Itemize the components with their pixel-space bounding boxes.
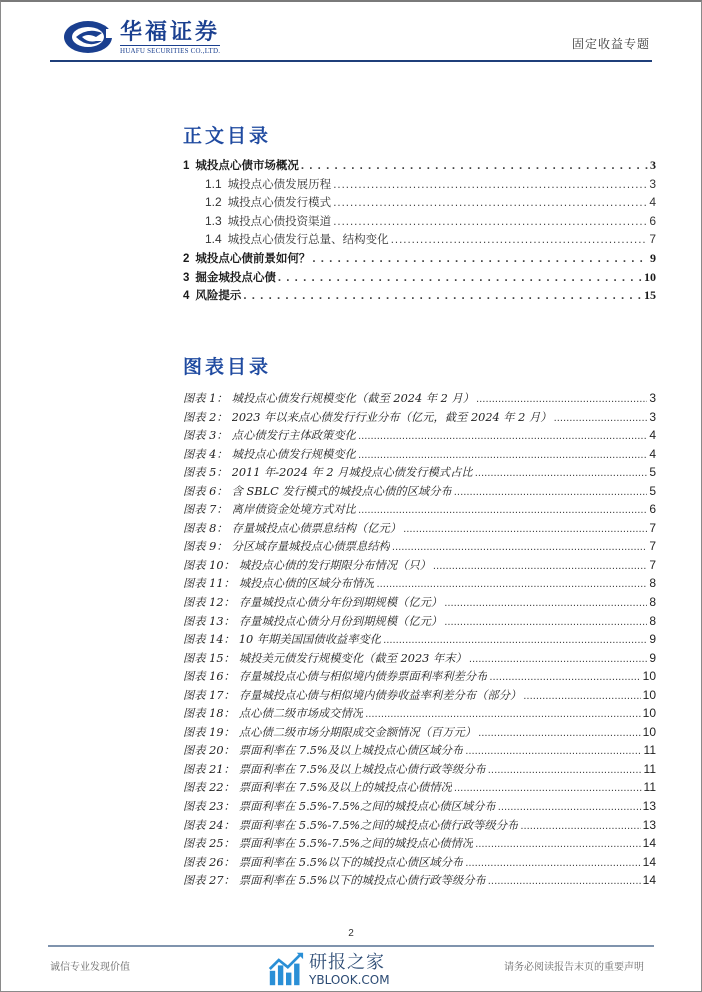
- toc-leader-dots: [391, 231, 648, 249]
- toc-entry-page: 7: [649, 232, 656, 247]
- figure-entry-number: 图表 12：: [183, 596, 235, 610]
- figure-entry-label: 票面利率在 7.5%及以上城投点心债行政等级分布: [238, 762, 486, 776]
- figure-entry-label: 城投点心债发行规模变化: [231, 447, 356, 461]
- figure-entry-number: 图表 27：: [183, 874, 235, 888]
- figure-leader-dots: [444, 613, 647, 631]
- figure-entry-label: 存量城投点心债与相似境内债券收益率利差分布（部分）: [238, 688, 522, 702]
- company-name-cn: 华福证券: [120, 18, 221, 45]
- toc-title: 正文目录: [183, 125, 272, 147]
- toc-entry[interactable]: [183, 230, 656, 249]
- figure-entry-page: 7: [649, 539, 656, 554]
- toc-entry-label: 城投点心债发行总量、结构变化: [227, 232, 389, 247]
- figure-leader-dots: [488, 761, 642, 779]
- figure-entry-number: 图表 24：: [183, 818, 235, 832]
- figure-entry-label: 城投美元债发行规模变化（截至 2023 年末）: [238, 651, 467, 665]
- figure-leader-dots: [469, 650, 647, 668]
- figure-entry-label: 票面利率在 7.5%及以上的城投点心债情况: [238, 781, 452, 795]
- figure-leader-dots: [358, 446, 647, 464]
- figure-entry-page: 8: [649, 576, 656, 591]
- huafu-logo-icon: [62, 19, 114, 55]
- figure-entry-number: 图表 6：: [183, 484, 228, 498]
- figure-entry[interactable]: [183, 500, 656, 519]
- figure-leader-dots: [358, 501, 647, 519]
- figure-entry-number: 图表 8：: [183, 521, 228, 535]
- figure-entry-label: 分区域存量城投点心债票息结构: [231, 540, 390, 554]
- figure-entry-page: 4: [649, 446, 656, 461]
- figure-leader-dots: [488, 872, 641, 890]
- figure-entry[interactable]: [183, 556, 656, 575]
- figure-entry[interactable]: [183, 612, 656, 631]
- figure-entry-page: 3: [649, 409, 656, 424]
- toc-entry-page: 6: [649, 213, 656, 228]
- figure-entry-number: 图表 19：: [183, 725, 235, 739]
- figure-entry-page: 3: [649, 391, 656, 405]
- figure-leader-dots: [465, 742, 641, 760]
- figure-entry[interactable]: [183, 649, 656, 668]
- figure-entry-page: 10: [642, 706, 656, 721]
- figure-entry-page: 6: [649, 502, 656, 517]
- toc-entry-label: 掘金城投点心债: [195, 269, 276, 284]
- figure-entry-number: 图表 13：: [183, 614, 235, 628]
- toc-entry-page: 3: [649, 176, 656, 191]
- figure-entry[interactable]: [183, 537, 656, 556]
- figure-entry[interactable]: [183, 704, 656, 723]
- figure-entry-number: 图表 7：: [183, 503, 228, 517]
- toc-leader-dots: [278, 269, 642, 287]
- toc-entry-number: 1.2: [205, 195, 222, 210]
- figure-entry[interactable]: [183, 667, 656, 686]
- figure-entry-label: 点心债发行主体政策变化: [231, 429, 356, 443]
- toc-entry-number: 1: [183, 160, 190, 172]
- toc-entry[interactable]: [183, 268, 656, 287]
- figure-entry-label: 票面利率在 5.5%-7.5%之间的城投点心债区域分布: [238, 800, 496, 814]
- toc-leader-dots: [333, 176, 647, 194]
- figure-entry-page: 8: [649, 613, 656, 628]
- watermark-cn: 研报之家: [309, 951, 385, 973]
- toc-leader-dots: [312, 250, 648, 268]
- figure-entry-number: 图表 15：: [183, 651, 235, 665]
- figure-entry-label: 票面利率在 5.5%以下的城投点心债区域分布: [238, 855, 464, 869]
- figure-entry[interactable]: [183, 723, 656, 742]
- figure-entry-page: 5: [649, 465, 656, 480]
- figure-leader-dots: [376, 575, 647, 593]
- figure-entry-number: 图表 22：: [183, 781, 235, 795]
- figure-entry[interactable]: [183, 463, 656, 482]
- figure-leader-dots: [365, 705, 641, 723]
- figure-entry-page: 13: [642, 817, 656, 832]
- figure-leader-dots: [358, 427, 647, 445]
- figure-entry-number: 图表 11：: [183, 577, 235, 591]
- figure-entry[interactable]: [183, 482, 656, 501]
- figure-entry[interactable]: [183, 593, 656, 612]
- figure-leader-dots: [392, 538, 647, 556]
- figure-leader-dots: [454, 483, 648, 501]
- figure-entry-number: 图表 9：: [183, 540, 228, 554]
- figure-entry-label: 票面利率在 7.5%及以上城投点心债区域分布: [238, 744, 464, 758]
- figure-entry-number: 图表 21：: [183, 762, 235, 776]
- figure-entry-number: 图表 26：: [183, 855, 235, 869]
- figure-entry-page: 11: [643, 761, 656, 776]
- figure-entry-number: 图表 16：: [183, 670, 235, 684]
- toc-entry-label: 城投点心债发行模式: [227, 195, 332, 210]
- figure-entry-number: 图表 18：: [183, 707, 235, 721]
- figure-leader-dots: [444, 594, 647, 612]
- figure-leader-dots: [403, 520, 647, 538]
- footer-rule: [48, 945, 654, 947]
- toc-entry-number: 1.3: [205, 213, 222, 228]
- figure-entry-number: 图表 23：: [183, 800, 235, 814]
- figures-list: [183, 389, 656, 890]
- toc-entry-number: 1.4: [205, 232, 222, 247]
- figure-entry-page: 14: [642, 836, 656, 851]
- toc-entry[interactable]: [183, 156, 656, 175]
- watermark: [268, 949, 443, 989]
- report-type: 固定收益专题: [571, 37, 650, 51]
- figure-entry-label: 票面利率在 5.5%-7.5%之间的城投点心债行政等级分布: [238, 818, 519, 832]
- figure-entry[interactable]: [183, 426, 656, 445]
- figure-entry[interactable]: [183, 574, 656, 593]
- figure-entry-number: 图表 4：: [183, 447, 228, 461]
- figure-leader-dots: [454, 779, 642, 797]
- figure-entry[interactable]: [183, 741, 656, 760]
- figure-entry-label: 票面利率在 5.5%-7.5%之间的城投点心债情况: [238, 837, 474, 851]
- toc-entry[interactable]: [183, 175, 656, 194]
- toc-entry-page: 10: [644, 269, 656, 284]
- figure-entry-label: 城投点心债的发行期限分布情况（只）: [238, 558, 431, 572]
- figure-entry[interactable]: [183, 834, 656, 853]
- figure-entry-page: 10: [642, 669, 656, 684]
- figure-entry-page: 10: [642, 724, 656, 739]
- toc-leader-dots: [333, 194, 647, 212]
- figure-entry-number: 图表 14：: [183, 633, 235, 647]
- toc-entry[interactable]: [183, 286, 656, 305]
- footer-slogan: 诚信专业发现价值: [50, 962, 130, 973]
- figure-entry[interactable]: [183, 445, 656, 464]
- figure-leader-dots: [498, 798, 641, 816]
- figure-leader-dots: [554, 409, 648, 427]
- toc-entry-page: 9: [650, 250, 656, 265]
- figure-leader-dots: [520, 817, 640, 835]
- figure-entry-label: 点心债二级市场分期限成交金额情况（百万元）: [238, 725, 477, 739]
- figure-entry-label: 离岸债资金处境方式对比: [231, 503, 356, 517]
- page-number: 2: [348, 928, 354, 939]
- figure-entry-number: 图表 2：: [183, 410, 228, 424]
- figure-leader-dots: [383, 631, 647, 649]
- figure-entry-number: 图表 5：: [183, 466, 228, 480]
- figure-entry-label: 点心债二级市场成交情况: [238, 707, 364, 721]
- toc-entry-page: 15: [644, 288, 656, 303]
- figure-entry-page: 9: [649, 632, 656, 647]
- toc-entry-label: 城投点心债投资渠道: [227, 213, 332, 228]
- figure-entry[interactable]: [183, 871, 656, 890]
- figure-entry-page: 5: [649, 483, 656, 498]
- watermark-chart-icon: [268, 951, 304, 987]
- footer-disclaimer: 请务必阅读报告末页的重要声明: [504, 962, 644, 973]
- figure-entry[interactable]: [183, 853, 656, 872]
- figure-entry[interactable]: [183, 519, 656, 538]
- figure-entry-label: 票面利率在 5.5%以下的城投点心债行政等级分布: [238, 874, 486, 888]
- figure-entry-page: 9: [649, 650, 656, 665]
- figure-entry[interactable]: [183, 797, 656, 816]
- toc-entry-number: 2: [183, 252, 190, 265]
- figure-entry-number: 图表 20：: [183, 744, 235, 758]
- figure-entry-page: 14: [642, 854, 656, 869]
- figure-entry[interactable]: [183, 686, 656, 705]
- watermark-en: YBLOOK.COM: [309, 972, 390, 987]
- figure-entry-page: 11: [643, 743, 656, 758]
- figure-entry-page: 8: [649, 595, 656, 610]
- toc-entry-page: 4: [649, 195, 656, 210]
- figure-entry-page: 14: [642, 873, 656, 888]
- figure-entry-page: 4: [649, 428, 656, 443]
- figure-entry-page: 10: [642, 687, 656, 702]
- figure-entry-page: 11: [643, 780, 656, 795]
- figure-leader-dots: [478, 724, 641, 742]
- figure-entry[interactable]: [183, 778, 656, 797]
- figure-entry-label: 存量城投点心债与相似境内债券票面利率利差分布: [238, 670, 488, 684]
- figure-entry-page: 13: [642, 799, 656, 814]
- figure-leader-dots: [433, 557, 647, 575]
- figure-entry-number: 图表 3：: [183, 429, 228, 443]
- toc-entry-page: 3: [650, 158, 656, 172]
- figure-entry-page: 7: [649, 520, 656, 535]
- figure-entry[interactable]: [183, 408, 656, 427]
- figure-entry-label: 存量城投点心债分月份到期规模（亿元）: [238, 614, 443, 628]
- toc-entry-label: 风险提示: [195, 288, 242, 303]
- toc-entry[interactable]: [183, 212, 656, 231]
- figure-entry-label: 城投点心债的区域分布情况: [238, 577, 375, 591]
- figure-leader-dots: [476, 390, 647, 408]
- figure-entry-label: 2011 年-2024 年 2 月城投点心债发行模式占比: [231, 466, 473, 480]
- company-logo: [62, 17, 302, 57]
- figure-entry-label: 存量城投点心债分年份到期规模（亿元）: [238, 596, 443, 610]
- figure-entry[interactable]: [183, 816, 656, 835]
- figure-leader-dots: [465, 854, 640, 872]
- figure-leader-dots: [523, 687, 640, 705]
- figure-entry-number: 图表 17：: [183, 688, 235, 702]
- toc-entry-number: 1.1: [205, 176, 222, 191]
- figures-title: 图表目录: [183, 356, 272, 378]
- figure-entry[interactable]: [183, 630, 656, 649]
- figure-leader-dots: [489, 668, 640, 686]
- figure-entry-number: 图表 10：: [183, 558, 235, 572]
- company-name-en: HUAFU SECURITIES CO.,LTD.: [120, 46, 221, 55]
- toc-entry-label: 城投点心债市场概况: [195, 158, 299, 172]
- toc-entry[interactable]: [183, 249, 656, 268]
- toc-entry[interactable]: [183, 193, 656, 212]
- figure-leader-dots: [475, 835, 641, 853]
- figure-entry-label: 10 年期美国国债收益率变化: [238, 633, 382, 647]
- figure-entry-label: 城投点心债发行规模变化（截至 2024 年 2 月）: [231, 392, 475, 405]
- figure-entry-label: 含 SBLC 发行模式的城投点心债的区域分布: [231, 484, 452, 498]
- toc-leader-dots: [301, 157, 648, 175]
- figure-entry-page: 7: [649, 557, 656, 572]
- figure-entry-number: 图表 1：: [183, 392, 228, 405]
- toc-entry-label: 城投点心债发展历程: [227, 176, 332, 191]
- toc-entry-number: 3: [183, 271, 190, 284]
- figure-entry-label: 存量城投点心债票息结构（亿元）: [231, 521, 402, 535]
- toc-entry-number: 4: [183, 290, 190, 303]
- figure-entry[interactable]: [183, 389, 656, 408]
- header-rule: [50, 60, 652, 62]
- figure-entry-number: 图表 25：: [183, 837, 235, 851]
- toc-list: [183, 156, 656, 305]
- figure-entry-label: 2023 年以来点心债发行行业分布（亿元，截至 2024 年 2 月）: [231, 410, 552, 424]
- toc-leader-dots: [333, 213, 647, 231]
- toc-leader-dots: [243, 287, 642, 305]
- toc-entry-label: 城投点心债前景如何？: [195, 250, 311, 265]
- figure-entry[interactable]: [183, 760, 656, 779]
- figure-leader-dots: [475, 464, 648, 482]
